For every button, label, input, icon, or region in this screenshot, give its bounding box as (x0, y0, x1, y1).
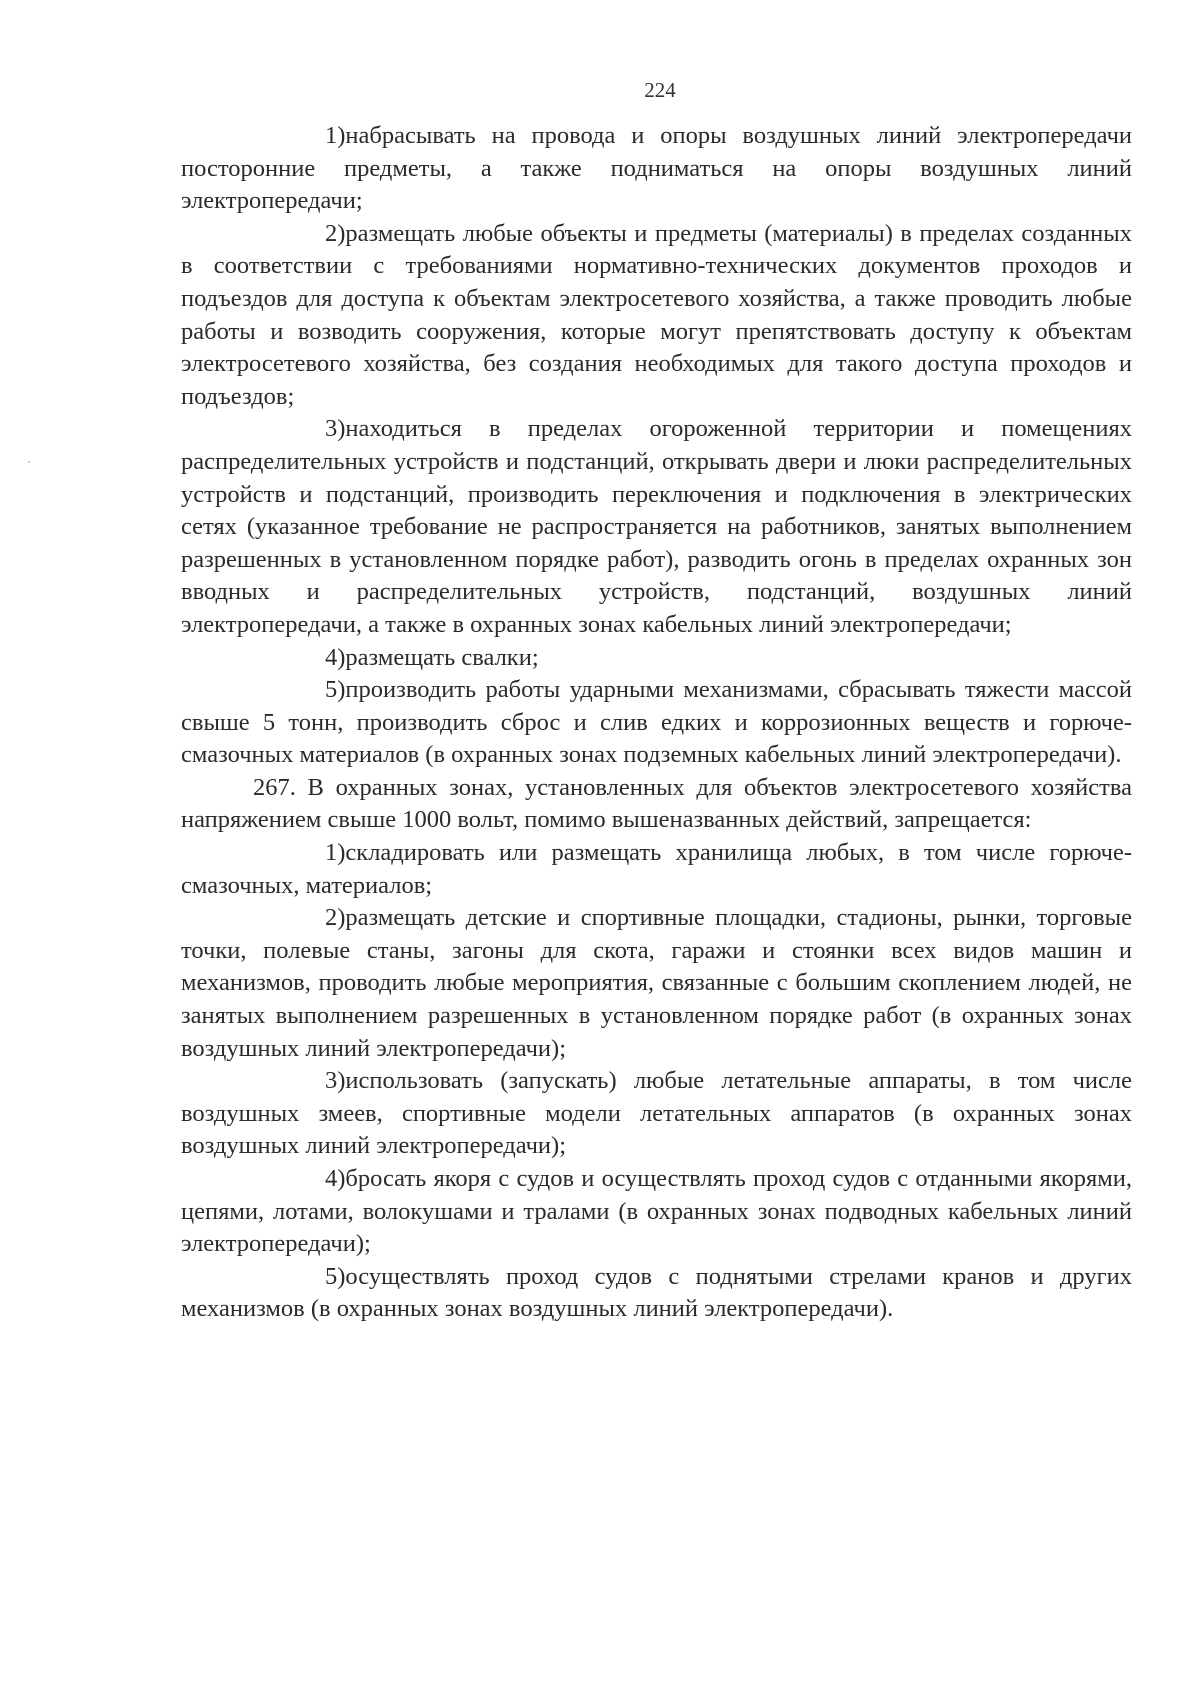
item-text: бросать якоря с судов и осуществлять проход судов с отданными якорями, цепями, лотами, волокушами и тралами (в охранных зонах подводных кабельных линий электропередачи); (181, 1165, 1132, 1258)
item-text: находиться в пределах огороженной территории и помещениях распределительных устройств и подстанций, открывать двери и люки распределительных устройств и подстанций, производить переключения и подключения в электрических сетях (указанное требование не распространяется на работников, занятых выполнением разрешенных в установленном порядке работ), разводить огонь в пределах охранных зон вводных и распределительных устройств, подстанций, воздушных линий электропередачи, а также в охранных зонах кабельных линий электропередачи; (181, 415, 1132, 638)
item-number: 3) (325, 1067, 346, 1095)
item-text: размещать любые объекты и предметы (материалы) в пределах созданных в соответствии с требованиями нормативно-технических документов проходов и подъездов для доступа к объектам электросетевого хозяйства, а также проводить любые работы и возводить сооружения, которые могут препятствовать доступу к объектам электросетевого хозяйства, без создания необходимых для такого доступа проходов и подъездов; (181, 219, 1132, 410)
item-text: осуществлять проход судов с поднятыми стрелами кранов и других механизмов (в охранных зонах воздушных линий электропередачи). (181, 1262, 1132, 1323)
list-item (181, 1163, 1132, 1261)
section-paragraph-267 (181, 772, 1132, 837)
item-text: размещать детские и спортивные площадки, стадионы, рынки, торговые точки, полевые станы, загоны для скота, гаражи и стоянки всех видов машин и механизмов, проводить любые мероприятия, связанные с большим скоплением людей, не занятых выполнением разрешенных в установленном порядке работ (в охранных зонах воздушных линий электропередачи); (181, 904, 1132, 1062)
item-number: 1) (325, 839, 346, 867)
list-item (181, 218, 1132, 414)
item-number: 1) (325, 122, 346, 149)
item-number: 4) (325, 643, 346, 671)
item-text: набрасывать на провода и опоры воздушных линий электропередачи посторонние предметы, а также подниматься на опоры воздушных линий электропередачи; (181, 122, 1132, 215)
list-item (181, 120, 1132, 218)
paragraph-text: 267. В охранных зонах, установленных для объектов электросетевого хозяйства напряжением свыше 1000 вольт, помимо вышеназванных действий, запрещается: (181, 773, 1132, 834)
document-body (181, 120, 1132, 1326)
item-number: 2) (325, 904, 346, 932)
item-text: производить работы ударными механизмами, сбрасывать тяжести массой свыше 5 тонн, производить сброс и слив едких и коррозионных веществ и горюче-смазочных материалов (в охранных зонах подземных кабельных линий электропередачи). (181, 676, 1132, 769)
item-number: 5) (325, 676, 346, 704)
list-item (181, 674, 1132, 772)
scan-speck (28, 461, 30, 463)
item-number: 3) (325, 415, 346, 443)
item-text: использовать (запускать) любые летательные аппараты, в том числе воздушных змеев, спортивные модели летательных аппаратов (в охранных зонах воздушных линий электропередачи); (181, 1067, 1132, 1160)
item-text: складировать или размещать хранилища любых, в том числе горюче-смазочных, материалов; (181, 839, 1132, 899)
list-item (181, 1261, 1132, 1326)
list-item (181, 1065, 1132, 1163)
list-item (181, 902, 1132, 1065)
page-number: 224 (644, 78, 676, 102)
item-number: 2) (325, 219, 346, 247)
list-item (181, 413, 1132, 641)
list-item (181, 642, 1132, 675)
item-number: 4) (325, 1165, 346, 1192)
item-number: 5) (325, 1262, 346, 1290)
item-text: размещать свалки; (345, 643, 539, 671)
list-item (181, 837, 1132, 902)
